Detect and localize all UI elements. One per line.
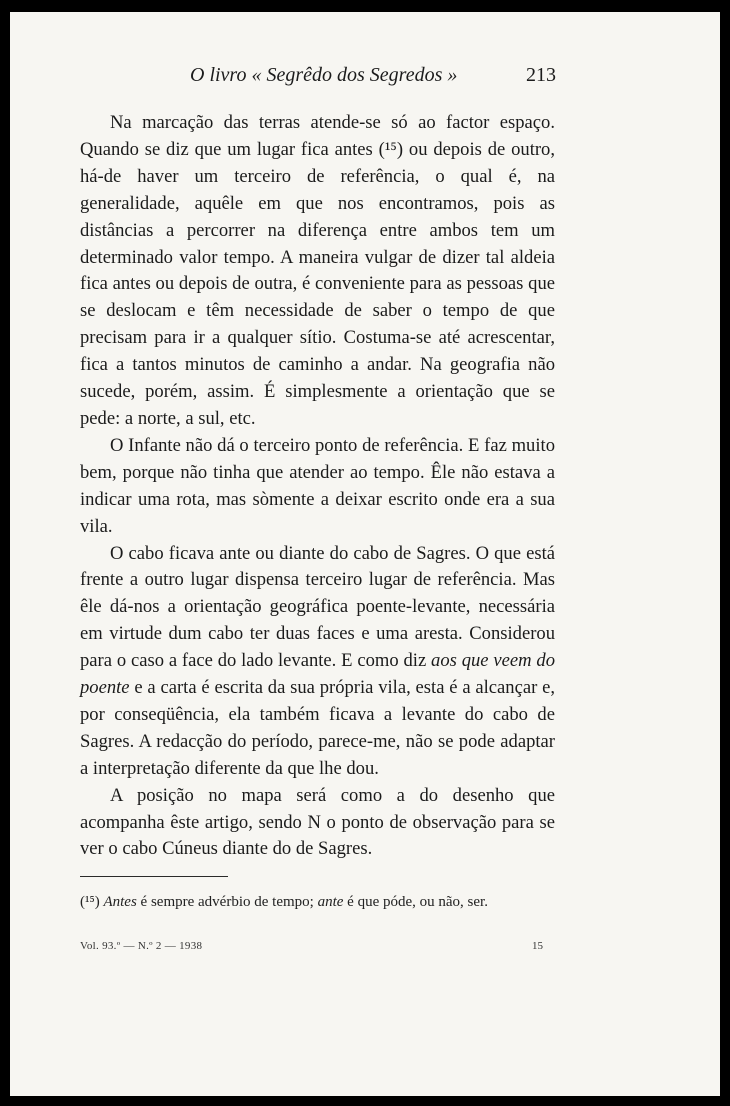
footnote-text-1: é sempre advérbio de tempo; (136, 894, 318, 910)
footnote (80, 890, 555, 914)
paragraph-3-part-b: e a carta é escrita da sua própria vila, esta é a alcançar e, por conseqüência, ela também ficava a levante do cabo de Sagres. A redacção do período, parece-me, não se pode adaptar a interpretação diferente da que lhe dou. (80, 677, 555, 779)
page-header (0, 64, 730, 94)
signature-number: 15 (532, 940, 543, 952)
article-body (80, 110, 555, 863)
footnote-term-ante: ante (317, 894, 344, 910)
paragraph-1: Na marcação das terras atende-se só ao factor espaço. Quando se diz que um lugar fica antes (¹⁵) ou depois de outro, há-de haver um terceiro de referência, o qual é, na generalidade, aquêle em que nos encontramos, pois as distâncias a percorrer na diferença entre ambos tem um determinado valor tempo. A maneira vulgar de dizer tal aldeia fica antes ou depois de outra, é conveniente para as pessoas que se deslocam e têm necessidade de saber o tempo de que precisam para ir a qualquer sítio. Costuma-se até acrescentar, fica a tantos minutos de caminho a andar. Na geografia não sucede, porém, assim. É simplesmente a orientação que se pede: a norte, a sul, etc. (80, 112, 555, 429)
volume-signature: Vol. 93.º — N.º 2 — 1938 (80, 940, 203, 952)
paragraph-3 (80, 541, 555, 783)
footnote-marker: (¹⁵) (80, 894, 100, 910)
paragraph-3-emphasis: aos que veem do poente (80, 650, 555, 699)
paragraph-3-part-a: O cabo ficava ante ou diante do cabo de Sagres. O que está frente a outro lugar dispensa terceiro lugar de referência. Mas êle dá-nos a orientação geográfica poente-levante, necessária em virtude dum cabo ter duas faces e uma aresta. Considerou para o caso a face do lado levante. E como diz (80, 542, 555, 672)
running-title: O livro « Segrêdo dos Segredos » (190, 64, 458, 86)
paragraph-4: A posição no mapa será como a do desenho que acompanha êste artigo, sendo N o ponto de observação para se ver o cabo Cúneus diante do de Sagres. (80, 784, 555, 860)
footnote-rule (80, 876, 228, 877)
footnote-text-2: é que póde, ou não, ser. (343, 894, 488, 910)
paragraph-2: O Infante não dá o terceiro ponto de referência. E faz muito bem, porque não tinha que atender ao tempo. Êle não estava a indicar uma rota, mas sòmente a deixar escrito onde era a sua vila. (80, 434, 555, 537)
footnote-term-antes: Antes (103, 894, 137, 910)
page-number: 213 (526, 64, 556, 86)
